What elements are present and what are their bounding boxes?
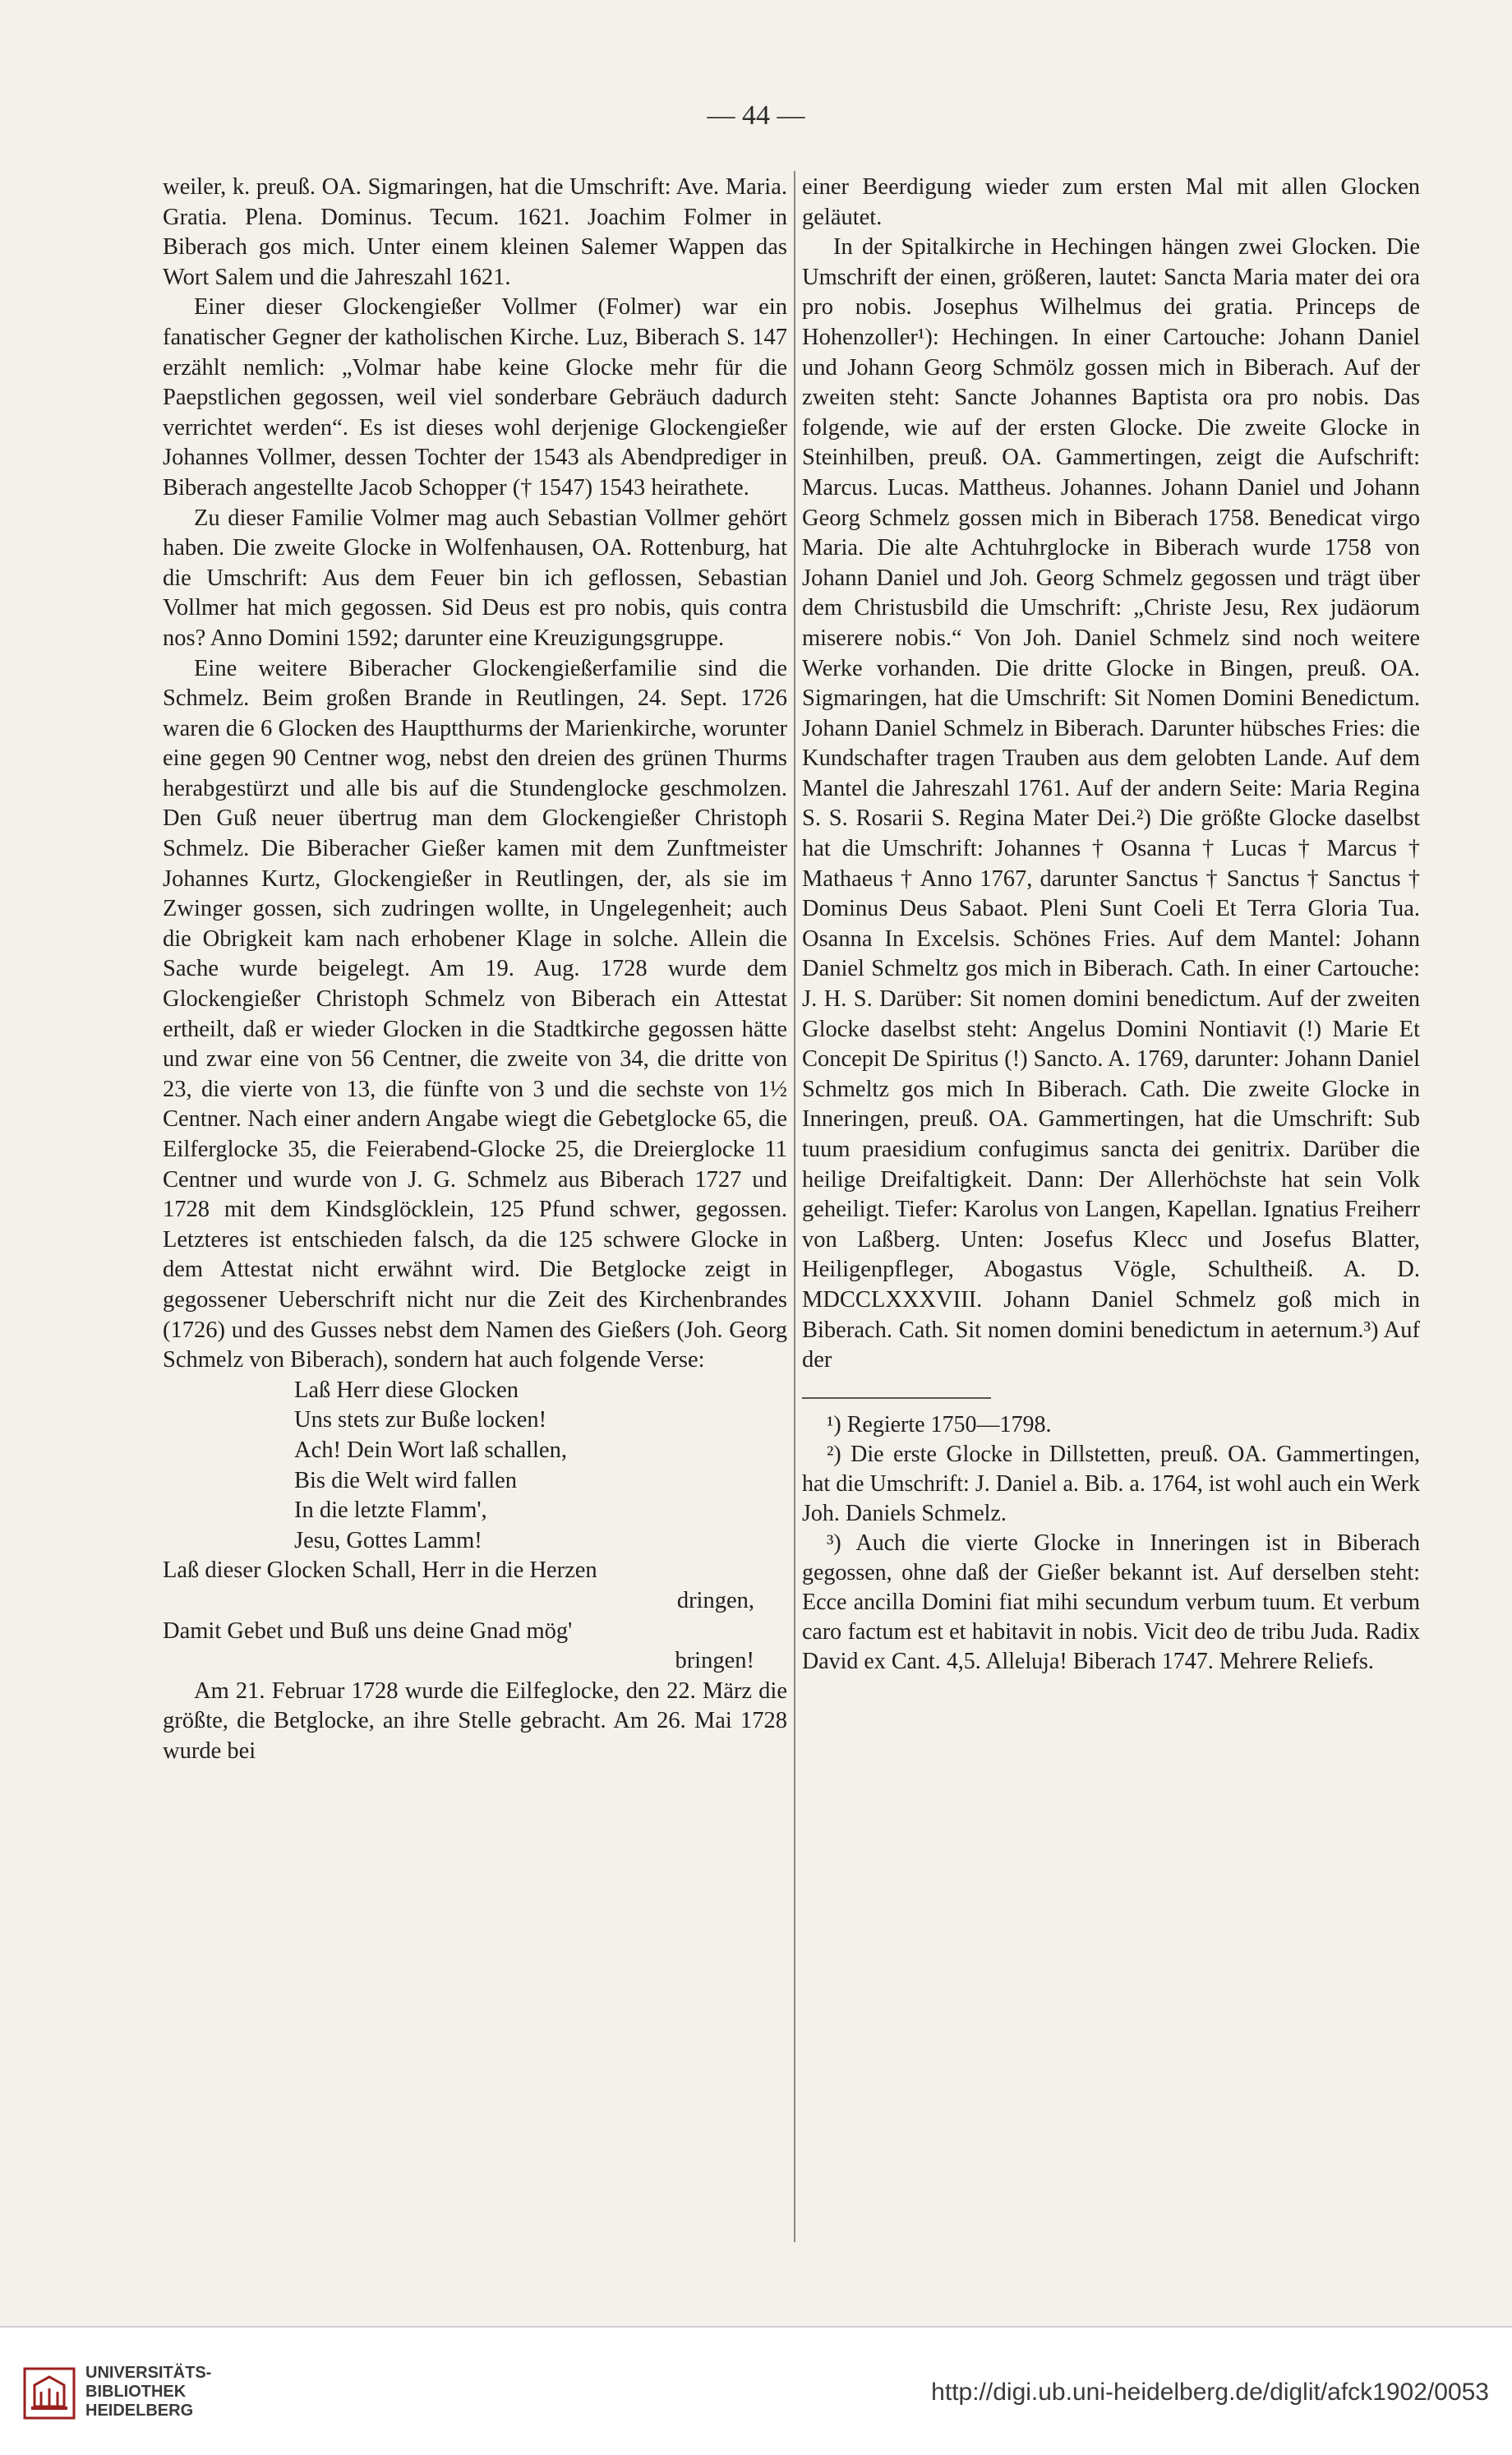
verse-line-end: dringen, [676, 1587, 754, 1613]
column-divider [794, 171, 795, 2242]
verse-line: Laß Herr diese Glocken [294, 1377, 519, 1403]
verse-line: Damit Gebet und Buß uns deine Gnad mög' [163, 1617, 573, 1644]
page-number: — 44 — [707, 100, 805, 131]
footnote-2: ²) Die erste Glocke in Dillstetten, preuß. OA. Gammertingen, hat die Umschrift: J. Daniel a. Bib. a. 1764, ist wohl auch ein Werk Joh. Daniels Schmelz. [802, 1441, 1420, 1526]
source-url[interactable]: http://digi.ub.uni-heidelberg.de/diglit/afck1902/0053 [931, 2379, 1489, 2406]
library-logo-icon [23, 2367, 76, 2420]
library-name-line: UNIVERSITÄTS- [85, 2364, 212, 2382]
footnote-3: ³) Auch die vierte Glocke in Inneringen ist in Biberach gegossen, ohne daß der Gießer bekannt ist. Auf derselben steht: Ecce ancilla Domini fiat mihi secundum verbum tuum. Et verbum caro factum est et habitavit in nobis. Vicit deo de tribu Juda. Radix David ex Cant. 4,5. Alleluja! Biberach 1747. Mehrere Reliefs. [802, 1530, 1420, 1674]
footnotes [802, 1410, 1420, 1677]
footnote-1: ¹) Regierte 1750—1798. [827, 1411, 1052, 1437]
verse-line: Jesu, Gottes Lamm! [294, 1527, 482, 1553]
verse-line: Uns stets zur Buße locken! [294, 1407, 547, 1433]
verse-line: Laß dieser Glocken Schall, Herr in die Herzen [163, 1557, 597, 1584]
verse-line: In die letzte Flamm', [294, 1497, 487, 1524]
right-paragraph-1: einer Beerdigung wieder zum ersten Mal mit allen Glocken geläutet. [802, 174, 1420, 230]
left-paragraph-2: Einer dieser Glockengießer Vollmer (Folmer) war ein fanatischer Gegner der katholischen Kirche. Luz, Biberach S. 147 erzählt nemlich: „Volmar habe keine Glocke mehr für die Paepstlichen gegossen, weil viel sonderbare Gebräuch dadurch verrichtet werden“. Es ist dieses wohl derjenige Glockengießer Johannes Vollmer, dessen Tochter der 1543 als Abendprediger in Biberach angestellte Jacob Schopper († 1547) 1543 heirathete. [163, 294, 787, 501]
verse-block-2 [163, 1556, 787, 1676]
left-paragraph-1: weiler, k. preuß. OA. Sigmaringen, hat die Umschrift: Ave. Maria. Gratia. Plena. Dominus. Tecum. 1621. Joachim Folmer in Biberach gos mich. Unter einem kleinen Salemer Wappen das Wort Salem und die Jahreszahl 1621. [163, 174, 787, 290]
library-name [85, 2364, 211, 2420]
verse-block-1 [163, 1376, 787, 1557]
verse-line-end: bringen! [675, 1648, 754, 1674]
right-column [802, 173, 1420, 2252]
footnote-rule [802, 1397, 991, 1399]
left-paragraph-4: Eine weitere Biberacher Glockengießerfamilie sind die Schmelz. Beim großen Brande in Reutlingen, 24. Sept. 1726 waren die 6 Glocken des Hauptthurms der Marienkirche, worunter eine gegen 90 Centner wog, nebst den dreien des grünen Thurms herabgestürzt und alle bis auf die Stundenglocke geschmolzen. Den Guß neuer übertrug man dem Glockengießer Christoph Schmelz. Die Biberacher Gießer kamen mit dem Zunftmeister Johannes Kurtz, Glockengießer in Reutlingen, der, als sie im Zwinger gossen, sich zudringen wollte, in Ungelegenheit; auch die Obrigkeit kam nach erhobener Klage in solche. Allein die Sache wurde beigelegt. Am 19. Aug. 1728 wurde dem Glockengießer Christoph Schmelz von Biberach ein Attestat ertheilt, daß er wieder Glocken in die Stadtkirche gegossen hätte und zwar eine von 56 Centner, die zweite von 34, die dritte von 23, die vierte von 13, die fünfte von 3 und die sechste von 1½ Centner. Nach einer andern Angabe wiegt die Gebetglocke 65, die Eilferglocke 35, die Feierabend-Glocke 25, die Dreierglocke 11 Centner und wurde von J. G. Schmelz aus Biberach 1727 und 1728 mit dem Kindsglöcklein, 125 Pfund schwer, gegossen. Letzteres ist entschieden falsch, da die 125 schwere Glocke in dem Attestat nicht erwähnt wird. Die Betglocke zeigt in gegossener Ueberschrift nicht nur die Zeit des Kirchenbrandes (1726) und des Gusses nebst dem Namen des Gießers (Joh. Georg Schmelz von Biberach), sondern hat auch folgende Verse: [163, 655, 787, 1373]
verse-line: Bis die Welt wird fallen [294, 1467, 518, 1493]
left-paragraph-5: Am 21. Februar 1728 wurde die Eilfeglocke, den 22. März die größte, die Betglocke, an ihre Stelle gebracht. Am 26. Mai 1728 wurde bei [163, 1677, 787, 1764]
right-paragraph-2: In der Spitalkirche in Hechingen hängen zwei Glocken. Die Umschrift der einen, größeren, lautet: Sancta Maria mater dei ora pro nobis. Josephus Wilhelmus dei gratia. Princeps de Hohenzoller¹): Hechingen. In einer Cartouche: Johann Daniel und Johann Georg Schmölz gossen mich in Biberach. Auf der zweiten steht: Sancte Johannes Baptista ora pro nobis. Das folgende, wie auf der ersten Glocke. Die zweite Glocke in Steinhilben, preuß. OA. Gammertingen, zeigt die Aufschrift: Marcus. Lucas. Mattheus. Johannes. Johann Daniel und Johann Georg Schmelz gossen mich in Biberach 1758. Benedicat virgo Maria. Die alte Achtuhrglocke in Biberach wurde 1758 von Johann Daniel und Joh. Georg Schmelz gegossen und trägt über dem Christusbild die Umschrift: „Christe Jesu, Rex judäorum miserere nobis.“ Von Joh. Daniel Schmelz sind noch weitere Werke vorhanden. Die dritte Glocke in Bingen, preuß. OA. Sigmaringen, hat die Umschrift: Sit Nomen Domini Benedictum. Johann Daniel Schmelz in Biberach. Darunter hübsches Fries: die Kundschafter tragen Trauben aus dem gelobten Lande. Auf dem Mantel die Jahreszahl 1761. Auf der andern Seite: Maria Regina S. S. Rosarii S. Regina Mater Dei.²) Die größte Glocke daselbst hat die Umschrift: Johannes † Osanna † Lucas † Marcus † Mathaeus † Anno 1767, darunter Sanctus † Sanctus † Sanctus † Dominus Deus Sabaot. Pleni Sunt Coeli Et Terra Gloria Tua. Osanna In Excelsis. Schönes Fries. Auf dem Mantel: Johann Daniel Schmeltz gos mich in Biberach. Cath. In einer Cartouche: J. H. S. Darüber: Sit nomen domini benedictum. Auf der zweiten Glocke daselbst steht: Angelus Domini Nontiavit (!) Marie Et Concepit De Spiritus (!) Sancto. A. 1769, darunter: Johann Daniel Schmeltz gos mich In Biberach. Cath. Die zweite Glocke in Inneringen, preuß. OA. Gammertingen, hat die Umschrift: Sub tuum praesidium confugimus sancta dei genitrix. Darüber die heilige Dreifaltigkeit. Dann: Der Allerhöchste hat sein Volk geheiligt. Tiefer: Karolus von Langen, Kapellan. Ignatius Freiherr von Laßberg. Unten: Josefus Klecc und Josefus Blatter, Heiligenpfleger, Abogastus Vögle, Schultheiß. A. D. MDCCLXXXVIII. Johann Daniel Schmelz goß mich in Biberach. Cath. Sit nomen domini benedictum in aeternum.³) Auf der [802, 234, 1420, 1373]
left-column [163, 173, 787, 2252]
footer-bar [0, 2326, 1512, 2455]
library-name-line: BIBLIOTHEK [85, 2383, 187, 2401]
left-paragraph-3: Zu dieser Familie Volmer mag auch Sebastian Vollmer gehört haben. Die zweite Glocke in Wolfenhausen, OA. Rottenburg, hat die Umschrift: Aus dem Feuer bin ich geflossen, Sebastian Vollmer hat mich gegossen. Sid Deus est pro nobis, quis contra nos? Anno Domini 1592; darunter eine Kreuzigungsgruppe. [163, 505, 787, 651]
library-name-line: HEIDELBERG [85, 2402, 194, 2420]
verse-line: Ach! Dein Wort laß schallen, [294, 1437, 567, 1463]
